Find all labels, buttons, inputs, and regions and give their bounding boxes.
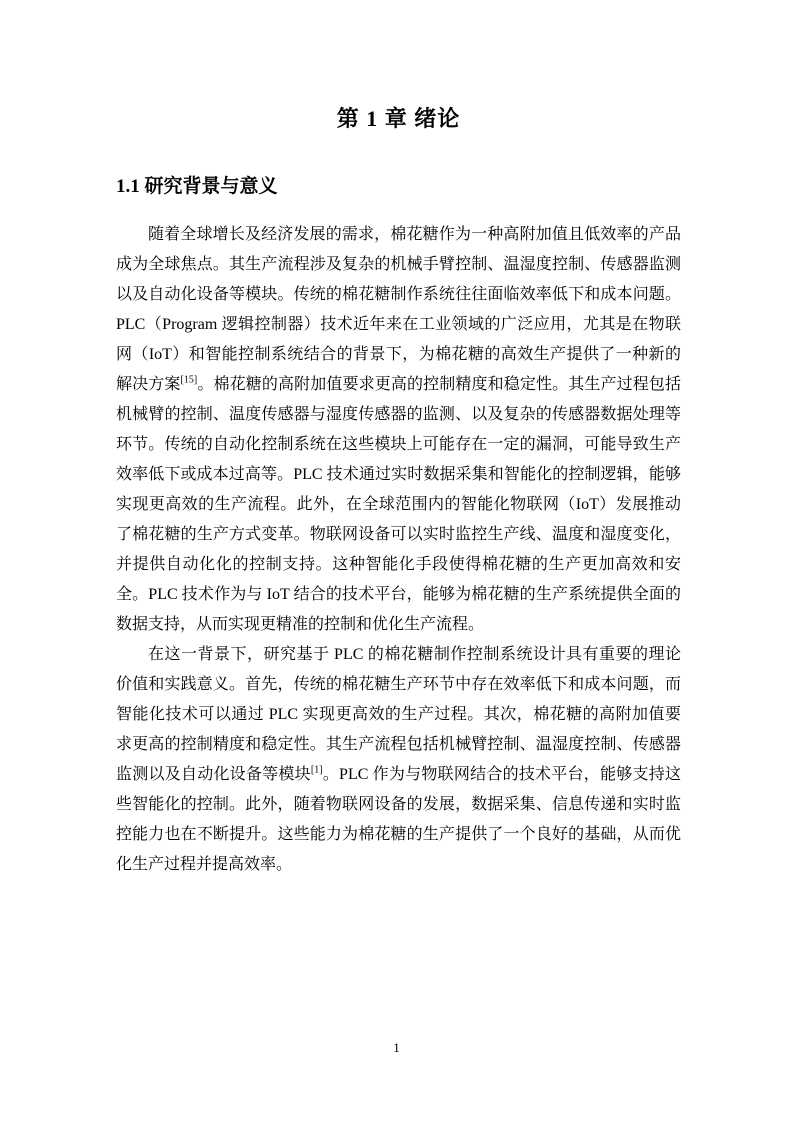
body-text	[116, 220, 681, 880]
chapter-title: 第 1 章 绪论	[336, 106, 461, 131]
paragraph-text: 。棉花糖的高附加值要求更高的控制精度和稳定性。其生产过程包括机械臂的控制、温度传感器与湿度传感器的监测、以及复杂的传感器数据处理等环节。传统的自动化控制系统在这些模块上可能存在一定的漏洞，可能导致生产效率低下或成本过高等。PLC 技术通过实时数据采集和智能化的控制逻辑，能够实现更高效的生产流程。此外，在全球范围内的智能化物联网（IoT）发展推动了棉花糖的生产方式变革。物联网设备可以实时监控生产线、温度和湿度变化，并提供自动化化的控制支持。这种智能化手段使得棉花糖的生产更加高效和安全。PLC 技术作为与 IoT 结合的技术平台，能够为棉花糖的生产系统提供全面的数据支持，从而实现更精准的控制和优化生产流程。	[116, 376, 681, 633]
section-heading: 1.1 研究背景与意义	[116, 176, 278, 197]
paragraph-text: 在这一背景下，研究基于 PLC 的棉花糖制作控制系统设计具有重要的理论价值和实践意义。首先，传统的棉花糖生产环节中存在效率低下和成本问题，而智能化技术可以通过 PLC 实现更高效的生产过程。其次，棉花糖的高附加值要求更高的控制精度和稳定性。其生产流程包括机械臂控制、温湿度控制、传感器监测以及自动化设备等模块	[116, 646, 681, 783]
paragraph-text: 随着全球增长及经济发展的需求，棉花糖作为一种高附加值且低效率的产品成为全球焦点。其生产流程涉及复杂的机械手臂控制、温湿度控制、传感器监测以及自动化设备等模块。传统的棉花糖制作系统往往面临效率低下和成本问题。PLC（Program 逻辑控制器）技术近年来在工业领域的广泛应用，尤其是在物联网（IoT）和智能控制系统结合的背景下，为棉花糖的高效生产提供了一种新的解决方案	[116, 226, 681, 393]
page-footer	[0, 1040, 793, 1056]
page-number: 1	[393, 1040, 400, 1055]
citation-ref: [1]	[310, 764, 323, 776]
body-paragraph	[116, 640, 681, 880]
body-paragraph	[116, 220, 681, 640]
paragraph-text: 。PLC 作为与物联网结合的技术平台，能够支持这些智能化的控制。此外，随着物联网设备的发展，数据采集、信息传递和实时监控能力也在不断提升。这些能力为棉花糖的生产提供了一个良好的基础，从而优化生产过程并提高效率。	[116, 766, 681, 873]
citation-ref: [15]	[180, 374, 198, 386]
